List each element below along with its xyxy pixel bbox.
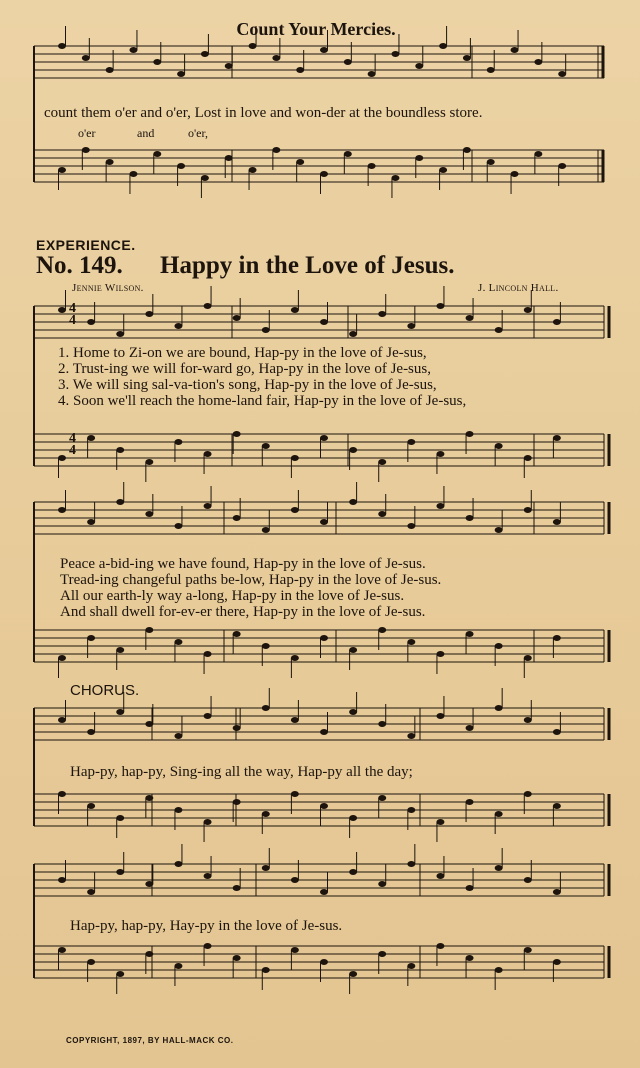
note-head: [466, 725, 474, 731]
note-head: [82, 55, 90, 61]
note-head: [553, 889, 561, 895]
note-head: [116, 499, 124, 505]
note-head: [204, 713, 212, 719]
note-head: [262, 705, 270, 711]
note-head: [344, 151, 352, 157]
note-head: [495, 865, 503, 871]
time-signature-treble: 4 4: [69, 301, 76, 328]
note-head: [174, 807, 182, 813]
note-head: [262, 811, 270, 817]
note-head: [249, 167, 257, 173]
note-head: [145, 951, 153, 957]
note-head: [407, 523, 415, 529]
note-head: [116, 447, 124, 453]
note-head: [378, 459, 386, 465]
note-head: [349, 709, 357, 715]
note-head: [233, 431, 241, 437]
note-head: [553, 519, 561, 525]
note-head: [87, 959, 95, 965]
note-head: [174, 733, 182, 739]
hymn-category: EXPERIENCE.: [36, 237, 136, 253]
note-head: [553, 435, 561, 441]
note-head: [466, 799, 474, 805]
note-head: [204, 819, 212, 825]
note-head: [320, 959, 328, 965]
note-head: [116, 647, 124, 653]
note-head: [291, 507, 299, 513]
note-head: [407, 639, 415, 645]
note-head: [58, 877, 66, 883]
echo-word-1: o'er: [78, 126, 96, 140]
note-head: [407, 963, 415, 969]
note-head: [436, 873, 444, 879]
note-head: [204, 303, 212, 309]
note-head: [558, 163, 566, 169]
note-head: [320, 803, 328, 809]
note-head: [391, 51, 399, 57]
note-head: [320, 435, 328, 441]
note-head: [368, 71, 376, 77]
note-head: [262, 527, 270, 533]
note-head: [439, 167, 447, 173]
note-head: [320, 171, 328, 177]
note-head: [407, 439, 415, 445]
note-head: [153, 151, 161, 157]
note-head: [553, 635, 561, 641]
note-head: [320, 319, 328, 325]
note-head: [58, 717, 66, 723]
note-head: [487, 67, 495, 73]
hymn-composer: J. Lincoln Hall.: [478, 282, 559, 294]
chorus-line-2: Hap-py, hap-py, Hay-py in the love of Je-sus.: [70, 918, 343, 934]
note-head: [407, 323, 415, 329]
note-head: [174, 639, 182, 645]
note-head: [233, 885, 241, 891]
note-head: [466, 631, 474, 637]
hymn-title: Happy in the Love of Jesus.: [160, 252, 455, 279]
note-head: [87, 803, 95, 809]
note-head: [262, 865, 270, 871]
note-head: [145, 459, 153, 465]
note-head: [201, 175, 209, 181]
note-head: [233, 631, 241, 637]
note-head: [58, 947, 66, 953]
note-head: [349, 647, 357, 653]
note-head: [436, 303, 444, 309]
note-head: [524, 507, 532, 513]
note-head: [233, 955, 241, 961]
note-head: [439, 43, 447, 49]
note-head: [463, 55, 471, 61]
note-head: [296, 159, 304, 165]
note-head: [58, 507, 66, 513]
note-head: [553, 729, 561, 735]
note-head: [249, 43, 257, 49]
note-head: [534, 59, 542, 65]
note-head: [174, 963, 182, 969]
previous-hymn-lyric: count them o'er and o'er, Lost in love and won-der at the boundless store.: [44, 105, 483, 121]
note-head: [58, 455, 66, 461]
note-head: [87, 319, 95, 325]
note-head: [320, 635, 328, 641]
note-head: [153, 59, 161, 65]
note-head: [534, 151, 542, 157]
note-head: [511, 47, 519, 53]
note-head: [463, 147, 471, 153]
note-head: [436, 451, 444, 457]
note-head: [407, 807, 415, 813]
note-head: [291, 791, 299, 797]
echo-word-2: and: [137, 126, 155, 140]
note-head: [58, 43, 66, 49]
note-head: [415, 155, 423, 161]
note-head: [233, 315, 241, 321]
note-head: [495, 705, 503, 711]
note-head: [58, 167, 66, 173]
note-head: [145, 311, 153, 317]
note-head: [262, 967, 270, 973]
note-head: [291, 717, 299, 723]
copyright-notice: COPYRIGHT, 1897, BY HALL-MACK CO.: [66, 1036, 234, 1045]
note-head: [487, 159, 495, 165]
note-head: [145, 511, 153, 517]
note-head: [524, 655, 532, 661]
note-head: [349, 331, 357, 337]
note-head: [466, 885, 474, 891]
note-head: [553, 803, 561, 809]
note-head: [349, 499, 357, 505]
note-head: [262, 443, 270, 449]
note-head: [407, 861, 415, 867]
note-head: [174, 323, 182, 329]
hymn-number: No. 149.: [36, 252, 123, 279]
chorus-line-1: Hap-py, hap-py, Sing-ing all the way, Hap-py all the day;: [70, 764, 413, 780]
note-head: [296, 67, 304, 73]
note-head: [378, 627, 386, 633]
note-head: [225, 155, 233, 161]
note-head: [204, 451, 212, 457]
note-head: [524, 877, 532, 883]
note-head: [495, 443, 503, 449]
verse-4-line-1: 4. Soon we'll reach the home-land fair, Hap-py in the love of Je-sus,: [58, 393, 467, 409]
note-head: [106, 67, 114, 73]
note-head: [87, 435, 95, 441]
note-head: [466, 431, 474, 437]
note-head: [524, 717, 532, 723]
note-head: [145, 881, 153, 887]
note-head: [495, 527, 503, 533]
note-head: [558, 71, 566, 77]
note-head: [291, 877, 299, 883]
note-head: [116, 709, 124, 715]
verse-1-line-1: 1. Home to Zi-on we are bound, Hap-py in the love of Je-sus,: [58, 345, 427, 361]
note-head: [466, 515, 474, 521]
verse-1-line-2: Peace a-bid-ing we have found, Hap-py in the love of Je-sus.: [60, 556, 426, 572]
note-head: [87, 889, 95, 895]
note-head: [262, 327, 270, 333]
note-head: [177, 71, 185, 77]
note-head: [511, 171, 519, 177]
note-head: [116, 869, 124, 875]
verse-4-line-2: And shall dwell for-ev-er there, Hap-py in the love of Je-sus.: [60, 604, 426, 620]
verse-3-line-2: All our earth-ly way a-long, Hap-py in the love of Je-sus.: [60, 588, 405, 604]
note-head: [204, 651, 212, 657]
note-head: [204, 943, 212, 949]
note-head: [145, 627, 153, 633]
note-head: [320, 47, 328, 53]
note-head: [82, 147, 90, 153]
note-head: [436, 819, 444, 825]
note-head: [174, 523, 182, 529]
note-head: [177, 163, 185, 169]
note-head: [391, 175, 399, 181]
note-head: [291, 455, 299, 461]
note-head: [436, 943, 444, 949]
verse-3-line-1: 3. We will sing sal-va-tion's song, Hap-py in the love of Je-sus,: [58, 377, 437, 393]
note-head: [145, 721, 153, 727]
note-head: [58, 655, 66, 661]
time-signature-bass: 4 4: [69, 431, 76, 458]
note-head: [368, 163, 376, 169]
note-head: [116, 971, 124, 977]
note-head: [378, 311, 386, 317]
note-head: [87, 519, 95, 525]
note-head: [378, 721, 386, 727]
note-head: [349, 971, 357, 977]
chorus-label: CHORUS.: [70, 682, 140, 699]
note-head: [272, 147, 280, 153]
note-head: [436, 503, 444, 509]
note-head: [225, 63, 233, 69]
note-head: [495, 327, 503, 333]
note-head: [415, 63, 423, 69]
note-head: [174, 439, 182, 445]
note-head: [320, 519, 328, 525]
note-head: [204, 503, 212, 509]
note-head: [262, 643, 270, 649]
note-head: [436, 651, 444, 657]
note-head: [87, 635, 95, 641]
note-head: [436, 713, 444, 719]
hymn-author: Jennie Wilson.: [72, 282, 144, 294]
note-head: [378, 881, 386, 887]
note-head: [174, 861, 182, 867]
note-head: [201, 51, 209, 57]
note-head: [291, 947, 299, 953]
note-head: [129, 47, 137, 53]
note-head: [553, 959, 561, 965]
note-head: [291, 307, 299, 313]
note-head: [272, 55, 280, 61]
note-head: [129, 171, 137, 177]
note-head: [495, 967, 503, 973]
note-head: [495, 811, 503, 817]
note-head: [407, 733, 415, 739]
verse-2-line-1: 2. Trust-ing we will for-ward go, Hap-py in the love of Je-sus,: [58, 361, 431, 377]
note-head: [233, 515, 241, 521]
note-head: [145, 795, 153, 801]
note-head: [58, 791, 66, 797]
note-head: [320, 729, 328, 735]
note-head: [495, 643, 503, 649]
note-head: [349, 447, 357, 453]
note-head: [524, 307, 532, 313]
note-head: [466, 315, 474, 321]
note-head: [87, 729, 95, 735]
note-head: [233, 799, 241, 805]
verse-2-line-2: Tread-ing changeful paths be-low, Hap-py in the love of Je-sus.: [60, 572, 442, 588]
note-head: [524, 791, 532, 797]
previous-hymn-title: Count Your Mercies.: [236, 19, 396, 39]
note-head: [344, 59, 352, 65]
note-head: [378, 795, 386, 801]
note-head: [524, 947, 532, 953]
note-head: [553, 319, 561, 325]
note-head: [320, 889, 328, 895]
note-head: [291, 655, 299, 661]
note-head: [116, 815, 124, 821]
note-head: [349, 815, 357, 821]
note-head: [378, 511, 386, 517]
note-head: [466, 955, 474, 961]
note-head: [116, 331, 124, 337]
note-head: [524, 455, 532, 461]
note-head: [378, 951, 386, 957]
note-head: [106, 159, 114, 165]
note-head: [204, 873, 212, 879]
echo-word-3: o'er,: [188, 126, 209, 140]
note-head: [233, 725, 241, 731]
note-head: [349, 869, 357, 875]
note-head: [58, 307, 66, 313]
